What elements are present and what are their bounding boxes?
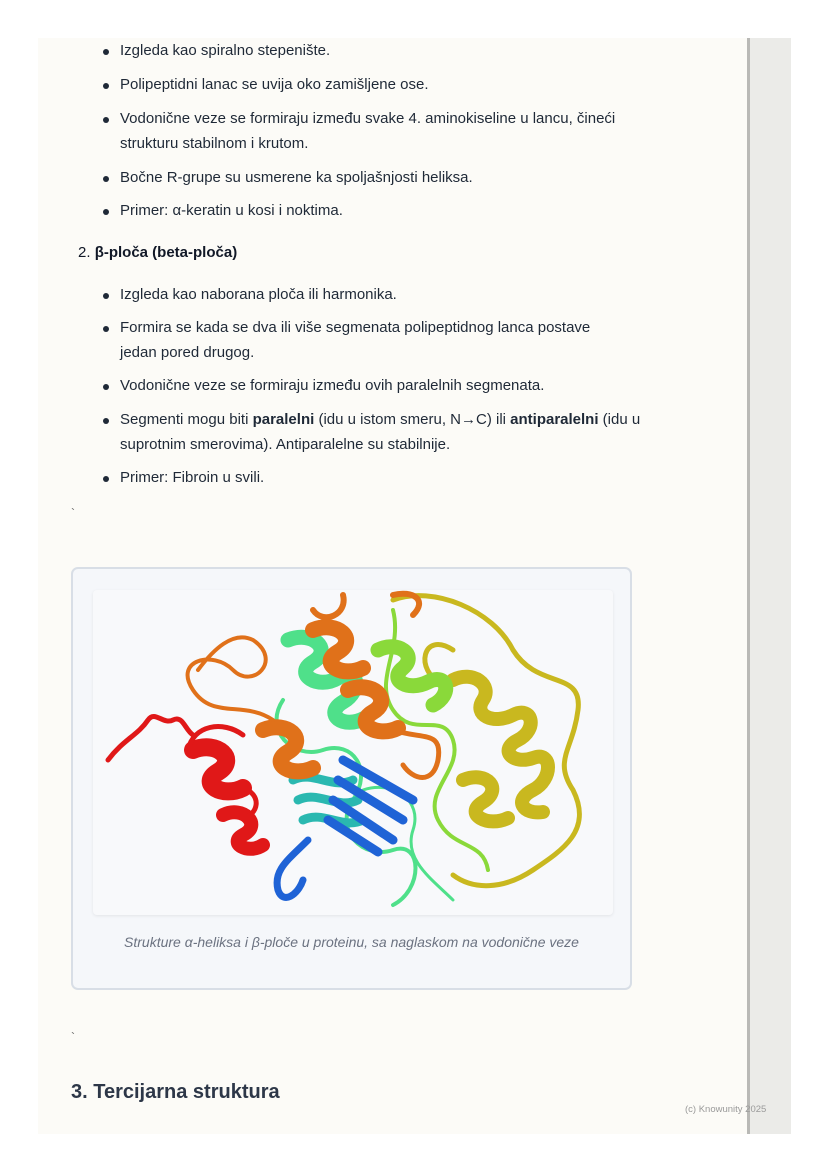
segments-text-1: Segmenti mogu biti	[120, 411, 253, 428]
segments-bold-antiparalelni: antiparalelni	[510, 411, 599, 428]
protein-ribbon-illustration	[93, 590, 613, 915]
ribbon-yellow-helix-low	[463, 777, 508, 821]
section-heading-tercijarna: 3. Tercijarna struktura	[71, 1081, 280, 1103]
beta-heading-title: β-ploča (beta-ploča)	[94, 244, 238, 261]
protein-figure-card	[71, 567, 632, 990]
segments-bold-paralelni: paralelni	[252, 411, 315, 428]
ribbon-orange-loop-right	[393, 730, 439, 778]
alpha-bullet-4: Bočne R-grupe su usmerene ka spoljašnjosti heliksa.	[120, 169, 473, 186]
segments-text-3: (idu u suprotnim smerovima). Antiparalelne su stabilnije.	[120, 411, 641, 453]
ribbon-blue-loop	[277, 840, 308, 897]
bullet-dot-icon	[103, 117, 109, 123]
beta-bullet-1: Izgleda kao naborana ploča ili harmonika.	[120, 286, 397, 303]
bullet-dot-icon	[103, 476, 109, 482]
alpha-bullet-5: Primer: α-keratin u kosi i noktima.	[120, 202, 343, 219]
protein-structure-image	[93, 590, 613, 915]
stray-backtick: `	[71, 1030, 75, 1044]
alpha-bullet-1: Izgleda kao spiralno stepenište.	[120, 42, 331, 59]
ribbon-yellow-helices	[453, 677, 548, 813]
ribbon-green-helices	[288, 637, 365, 722]
beta-sheet-heading	[78, 240, 237, 265]
side-scroll-panel[interactable]	[750, 38, 791, 1134]
bullet-dot-icon	[103, 384, 109, 390]
ribbon-yellow-loop	[393, 596, 579, 886]
bullet-dot-icon	[103, 49, 109, 55]
ribbon-blue-strands	[328, 760, 413, 852]
ribbon-orange-loop-left	[188, 637, 273, 720]
alpha-bullet-3: Vodonične veze se formiraju između svake 4. aminokiseline u lancu, čineći strukturu stabilnom i krutom.	[120, 110, 616, 152]
beta-bullet-4	[120, 407, 645, 457]
beta-bullet-5: Primer: Fibroin u svili.	[120, 469, 265, 486]
beta-heading-number: 2.	[78, 244, 91, 261]
ribbon-red-tail	[108, 716, 193, 760]
bullet-dot-icon	[103, 176, 109, 182]
ribbon-orange-helix-left	[263, 727, 313, 771]
stray-backtick: `	[71, 506, 75, 520]
bullet-dot-icon	[103, 326, 109, 332]
bullet-dot-icon	[103, 418, 109, 424]
alpha-bullet-2: Polipeptidni lanac se uvija oko zamišljene ose.	[120, 76, 429, 93]
bullet-dot-icon	[103, 209, 109, 215]
bullet-dot-icon	[103, 83, 109, 89]
bullet-dot-icon	[103, 293, 109, 299]
beta-bullet-3: Vodonične veze se formiraju između ovih paralelnih segmenata.	[120, 377, 545, 394]
segments-text-2: (idu u istom smeru, N→C) ili	[314, 411, 511, 428]
ribbon-red-helix-1	[193, 747, 243, 791]
beta-bullet-2: Formira se kada se dva ili više segmenata polipeptidnog lanca postave jedan pored drugog.	[120, 319, 591, 361]
copyright-watermark: (c) Knowunity 2025	[685, 1104, 767, 1115]
figure-caption: Strukture α-heliksa i β-ploče u proteinu, sa naglaskom na vodonične veze	[124, 934, 579, 950]
